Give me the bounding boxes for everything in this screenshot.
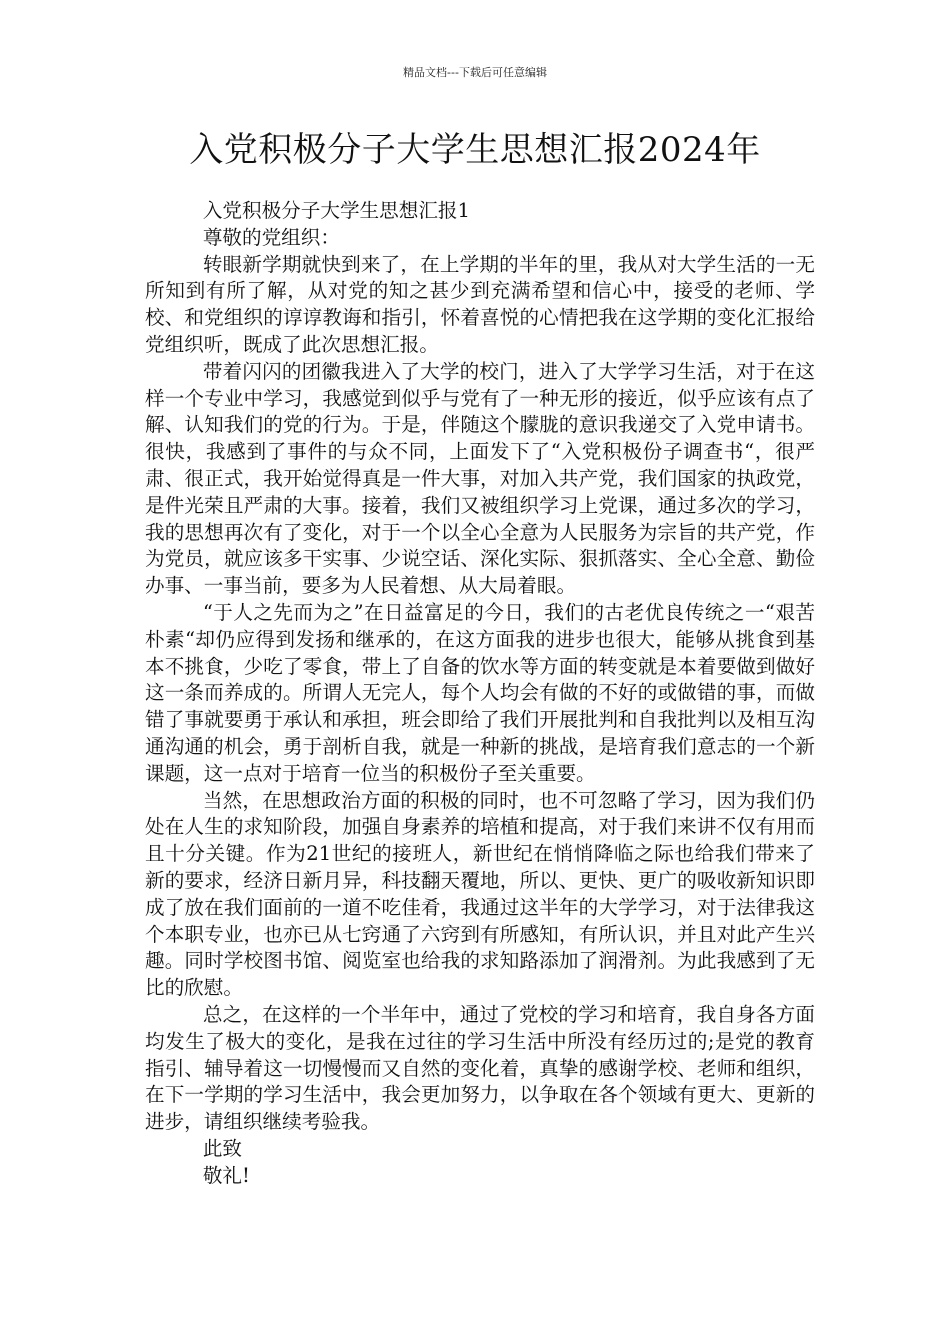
document-title: 入党积极分子大学生思想汇报2024年 [189, 130, 761, 170]
salutation: 尊敬的党组织： [202, 225, 340, 249]
document-body [145, 198, 815, 1189]
body-paragraph-5: 总之，在这样的一个半年中，通过了党校的学习和培育，我自身各方面均发生了极大的变化，是我在过往的学习生活中所没有经历过的;是党的教育指引、辅导着这一切慢慢而又自然的变化着，真挚的感谢学校、老师和组织，在下一学期的学习生活中，我会更加努力，以争取在各个领域有更大、更新的进步，请组织继续考验我。 [145, 1002, 815, 1134]
body-paragraph-4: 当然，在思想政治方面的积极的同时，也不可忽略了学习，因为我们仍处在人生的求知阶段，加强自身素养的培植和提高，对于我们来讲不仅有用而且十分关键。作为21世纪的接班人，新世纪在悄悄降临之际也给我们带来了新的要求，经济日新月异，科技翻天覆地，所以、更快、更广的吸收新知识即成了放在我们面前的一道不吃佳肴，我通过这半年的大学学习，对于法律我这个本职专业，也亦已从七窍通了六窍到有所感知，有所认识，并且对此产生兴趣。同时学校图书馆、阅览室也给我的求知路添加了润滑剂。为此我感到了无比的欣慰。 [145, 788, 815, 1000]
document-subtitle: 入党积极分子大学生思想汇报1 [202, 199, 470, 222]
closing-greeting: 此致 [202, 1136, 242, 1160]
body-paragraph-2: 带着闪闪的团徽我进入了大学的校门，进入了大学学习生活，对于在这样一个专业中学习，我感觉到似乎与党有了一种无形的接近，似乎应该有点了解、认知我们的党的行为。于是，伴随这个朦胧的意识我递交了入党申请书。很快，我感到了事件的与众不同，上面发下了“入党积极份子调查书“，很严肃、很正式，我开始觉得真是一件大事，对加入共产党，我们国家的执政党，是件光荣且严肃的大事。接着，我们又被组织学习上党课，通过多次的学习，我的思想再次有了变化，对于一个以全心全意为人民服务为宗旨的共产党，作为党员，就应该多干实事、少说空话、深化实际、狠抓落实、全心全意、勤俭办事、一事当前，要多为人民着想、从大局着眼。 [145, 359, 815, 598]
closing-salute: 敬礼! [202, 1163, 250, 1187]
body-paragraph-3: “于人之先而为之”在日益富足的今日，我们的古老优良传统之一“艰苦朴素“却仍应得到发扬和继承的，在这方面我的进步也很大，能够从挑食到基本不挑食，少吃了零食，带上了自备的饮水等方面的转变就是本着要做到做好这一条而养成的。所谓人无完人，每个人均会有做的不好的或做错的事，而做错了事就要勇于承认和承担，班会即给了我们开展批判和自我批判以及相互沟通沟通的机会，勇于剖析自我，就是一种新的挑战，是培育我们意志的一个新课题，这一点对于培育一位当的积极份子至关重要。 [145, 600, 815, 785]
page-header-note: 精品文档---下载后可任意编辑 [403, 66, 547, 79]
body-paragraph-1: 转眼新学期就快到来了，在上学期的半年的里，我从对大学生活的一无所知到有所了解，从对党的知之甚少到充满希望和信心中，接受的老师、学校、和党组织的谆谆教诲和指引，怀着喜悦的心情把我在这学期的变化汇报给党组织听，既成了此次思想汇报。 [145, 252, 815, 356]
